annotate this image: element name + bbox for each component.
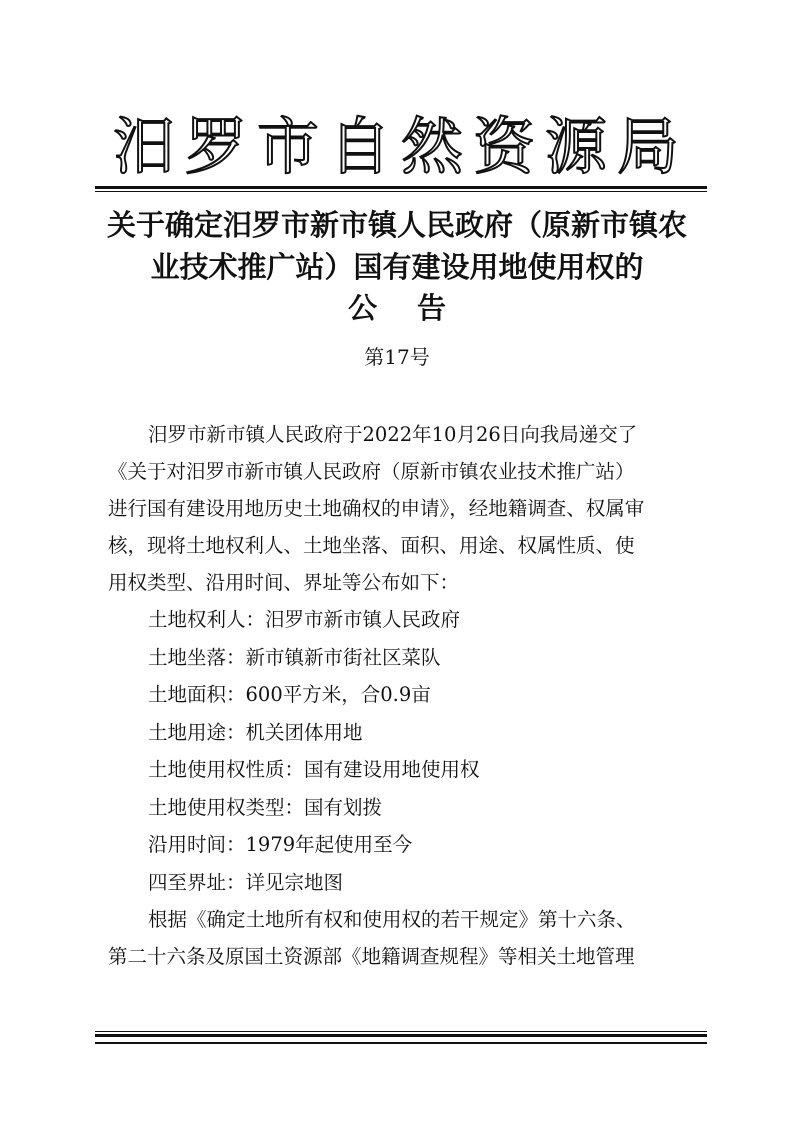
footer-rule-lower: [95, 1042, 707, 1044]
field-land-owner: 土地权利人：汨罗市新市镇人民政府: [148, 608, 461, 631]
document-number: 第17号: [364, 345, 430, 369]
letterhead-org-name: 汨罗市自然资源局: [112, 110, 689, 183]
field-land-location: 土地坐落：新市镇新市街社区菜队: [148, 646, 441, 669]
field-usage-period: 沿用时间：1979年起使用至今: [148, 833, 413, 856]
letterhead-rule-thin: [95, 191, 707, 192]
body-paragraph-line: 核，现将土地权利人、土地坐落、面积、用途、权属性质、使: [108, 534, 635, 557]
body-paragraph-line: 用权类型、沿用时间、界址等公布如下：: [108, 571, 460, 594]
field-use-right-type: 土地使用权类型：国有划拨: [148, 796, 383, 819]
body-paragraph-line: 《关于对汨罗市新市镇人民政府（原新市镇农业技术推广站）: [108, 460, 635, 483]
letterhead-rule-thick: [95, 186, 707, 189]
notice-title-line-1: 关于确定汨罗市新市镇人民政府（原新市镇农: [106, 208, 687, 242]
body-paragraph-line: 第二十六条及原国土资源部《地籍调查规程》等相关土地管理: [108, 945, 635, 968]
field-use-right-nature: 土地使用权性质：国有建设用地使用权: [148, 758, 480, 781]
notice-title-line-3: 公告: [347, 291, 486, 325]
footer-rule-thin: [95, 1031, 707, 1032]
field-boundaries: 四至界址：详见宗地图: [148, 871, 344, 894]
field-land-use: 土地用途：机关团体用地: [148, 721, 363, 744]
body-paragraph-line: 根据《确定土地所有权和使用权的若干规定》第十六条、: [148, 908, 636, 931]
footer-rule-thick: [95, 1034, 707, 1037]
field-land-area: 土地面积：600平方米，合0.9亩: [148, 683, 431, 706]
notice-title-line-2: 业技术推广站）国有建设用地使用权的: [150, 250, 644, 284]
body-paragraph-line: 进行国有建设用地历史土地确权的申请》，经地籍调查、权属审: [108, 497, 645, 520]
body-paragraph-line: 汨罗市新市镇人民政府于2022年10月26日向我局递交了: [148, 423, 638, 446]
